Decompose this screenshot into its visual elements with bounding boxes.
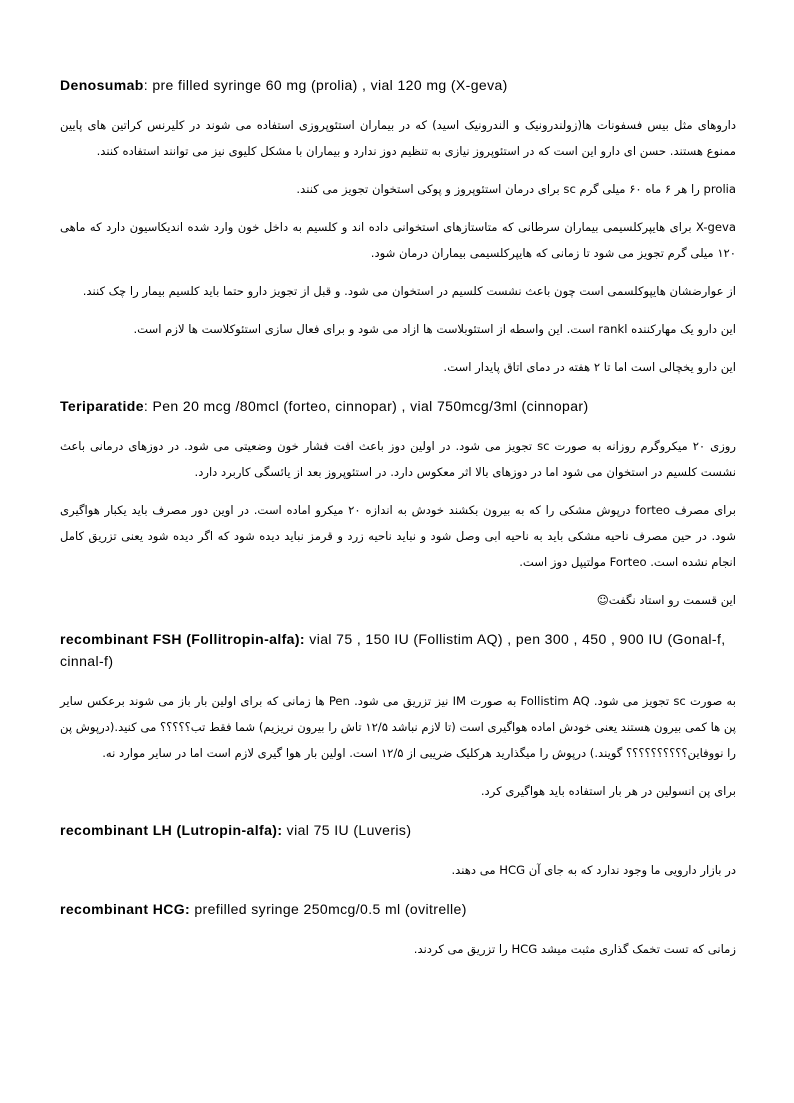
paragraph: داروهای مثل بیس فسفونات ها(زولندرونیک و الندرونیک اسید) که در بیماران استئوپروزی استفاده می شوند در کلیرنس کراتین های پایین ممنوع هستند. حسن ای دارو این است که در استئوپروز نیازی به تنظیم دوز ندارد و بیماران با مشکل کلیوی نیز می توانند استفاده کنند. (60, 118, 736, 158)
drug-heading-recombinant-lh: recombinant LH (Lutropin-alfa): vial 75 IU (Luveris) (60, 822, 412, 838)
drug-heading-recombinant-fsh: recombinant FSH (Follitropin-alfa): vial 75 , 150 IU (Follistim AQ) , pen 300 , 450 , 900 IU (Gonal-f, cinnal-f) (60, 631, 726, 669)
drug-heading-teriparatide: Teriparatide: Pen 20 mcg /80mcl (forteo, cinnopar) , vial 750mcg/3ml (cinnopar) (60, 398, 589, 414)
paragraph: از عوارضشان هایپوکلسمی است چون باعث نشست کلسیم در استخوان می شود. و قبل از تجویز دارو حتما باید کلسیم بیمار را چک کنند. (82, 284, 736, 298)
drug-heading-denosumab: Denosumab: pre filled syringe 60 mg (prolia) , vial 120 mg (X-geva) (60, 77, 508, 93)
drug-heading-recombinant-hcg: recombinant HCG: prefilled syringe 250mcg/0.5 ml (ovitrelle) (60, 901, 467, 917)
paragraph: روزی ۲۰ میکروگرم روزانه به صورت sc تجویز می شود. در اولین دوز باعث افت فشار خون وضعیتی می شود. در دوزهای درمانی باعث نشست کلسیم در استخوان می شود اما در دوزهای بالا اثر معکوس دارد. در استئوپروز بعد از یائسگی کاربرد دارد. (60, 439, 736, 479)
paragraph: در بازار دارویی ما وجود ندارد که به جای آن HCG می دهند. (451, 863, 736, 877)
paragraph: این قسمت رو استاد نگفت☺ (596, 593, 736, 607)
paragraph: زمانی که تست تخمک گذاری مثبت میشد HCG را تزریق می کردند. (413, 942, 736, 956)
document-page (60, 58, 736, 962)
paragraph: برای پن انسولین در هر بار استفاده باید هواگیری کرد. (480, 784, 736, 798)
paragraph: برای مصرف forteo درپوش مشکی را که به بیرون بکشند خودش به اندازه ۲۰ میکرو اماده است. در اوین دور مصرف باید یکبار هواگیری شود. در حین مصرف ناحیه مشکی باید به ناحیه ابی وصل شود و نباید ناحیه زرد و قرمز نباید دیده شود که اگر دیده شود یعنی تزریق کامل انجام نشده است. Forteo مولتیپل دوز است. (60, 503, 736, 569)
paragraph: این دارو یک مهارکننده rankl است. این واسطه از استئوبلاست ها ازاد می شود و برای فعال سازی استئوکلاست ها لازم است. (133, 322, 736, 336)
paragraph: X-geva برای هایپرکلسیمی بیماران سرطانی که متاستازهای استخوانی داده اند و کلسیم به داخل خون وارد شده اندیکاسیون دارد که ماهی ۱۲۰ میلی گرم تجویز می شود تا زمانی که هایپرکلسیمی بیماران درمان شود. (60, 220, 736, 260)
paragraph: به صورت sc تجویز می شود. Follistim AQ به صورت IM نیز تزریق می شود. Pen ها زمانی که برای اولین بار باز می شوند برعکس سایر پن ها کمی بیرون هستند یعنی خودش اماده هواگیری است (تا لازم نباشد ۱۲/۵ تاش را بیرون نریزیم) شما فقط تب؟؟؟؟؟ می کنید.(درپوش پن را نووفاین؟؟؟؟؟؟؟؟؟؟ گویند.) درپوش را میگذارید هرکلیک ضریبی از ۱۲/۵ است. اولین بار هوا گیری لازم است اما در سایر موارد نه. (60, 694, 736, 760)
paragraph: prolia را هر ۶ ماه ۶۰ میلی گرم sc برای درمان استئوپروز و پوکی استخوان تجویز می کنند. (296, 182, 736, 196)
paragraph: این دارو یخچالی است اما تا ۲ هفته در دمای اتاق پایدار است. (443, 360, 736, 374)
